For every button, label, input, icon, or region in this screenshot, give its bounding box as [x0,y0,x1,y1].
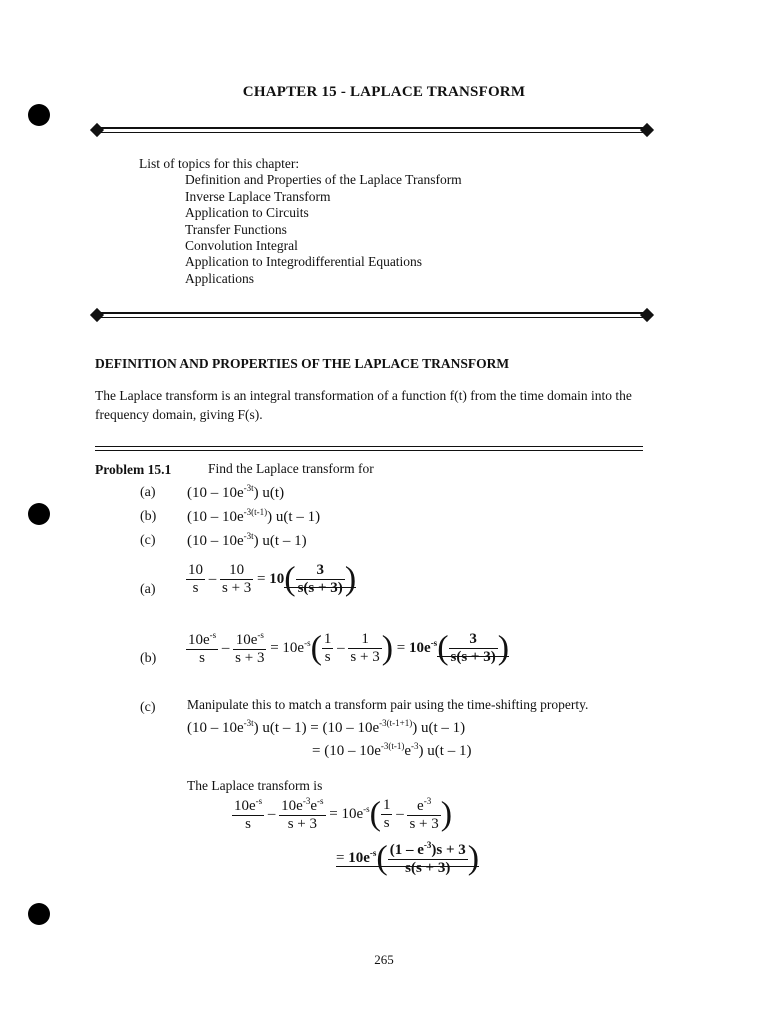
topic-item: Inverse Laplace Transform [185,188,331,204]
topic-item: Applications [185,270,254,286]
solution-a-equation: $\frac{10}{s}$ – $\frac{10}{s + 3}$ = 10( $\frac{3}{s(s + 3)}$ ) [188,560,357,598]
top-rule [96,125,648,137]
solution-b-label: (b) [140,651,157,666]
topics-intro: List of topics for this chapter: [139,156,300,171]
part-c-expression: $(10 - 10e^{-3t})$ u(t – 1) [187,531,307,549]
punch-hole-bottom [28,903,50,925]
double-rule [95,446,643,452]
solution-a-label: (a) [140,582,156,597]
topic-item: Transfer Functions [185,221,287,237]
part-b-expression: $(10 - 10e^{-3(t-1)})$ u(t – 1) [187,507,321,525]
middle-rule [96,310,648,322]
topic-item: Application to Circuits [185,205,309,221]
solution-c-result1: $\frac{10e^{-s}}{s}$ – $\frac{10e^{-3}e^{-s}}{s + 3}$ = $10e^{-s}$( $\frac{1}{s}$ – $\frac{e^{-3}}{s + 3}$ ) [234,795,453,833]
chapter-title: CHAPTER 15 - LAPLACE TRANSFORM [242,84,526,100]
solution-c-step2: = $(10 - 10e^{-3(t-1)}e^{-3})$ u(t – 1) [312,741,472,759]
punch-hole-top [28,104,50,126]
topic-item: Application to Integrodifferential Equations [185,254,423,270]
section-paragraph: The Laplace transform is an integral transformation of a function f(t) from the time domain into the frequency domain, giving F(s). [95,388,632,422]
solution-b-equation: $\frac{10e^{-s}}{s}$ – $\frac{10e^{-s}}{s + 3}$ = $10e^{-s}$( $\frac{1}{s}$ – $\frac{1}{s + 3}$ ) = $10e^{-s}$( $\frac{3}{s(s + 3)}$ ) [188,629,510,667]
solution-c-step1: $(10 - 10e^{-3t})$ $u(t - 1) = (10 - 10e^{-3(t-1+1)})$ u(t – 1) [187,718,466,736]
part-c-label: (c) [140,533,156,548]
topics-list [139,156,462,287]
solution-c-label: (c) [140,700,156,715]
topic-item: Convolution Integral [185,238,298,254]
topic-item: Definition and Properties of the Laplace Transform [185,172,462,188]
section-heading: DEFINITION AND PROPERTIES OF THE LAPLACE TRANSFORM [95,356,510,371]
transform-is-text: The Laplace transform is [187,778,323,793]
solution-c-result2: = $10e^{-s}$( $\frac{(1 - e^{-3})s + 3}{s(s + 3)}$ ) [336,839,480,877]
part-a-label: (a) [140,485,156,500]
page-number: 265 [374,952,394,967]
punch-hole-middle [28,503,50,525]
part-a-expression: $(10 - 10e^{-3t})$ u(t) [187,483,285,501]
problem-prompt: Find the Laplace transform for [208,461,374,476]
part-b-label: (b) [140,509,157,524]
problem-label: Problem 15.1 [95,462,172,477]
solution-c-text: Manipulate this to match a transform pair using the time-shifting property. [187,697,589,712]
